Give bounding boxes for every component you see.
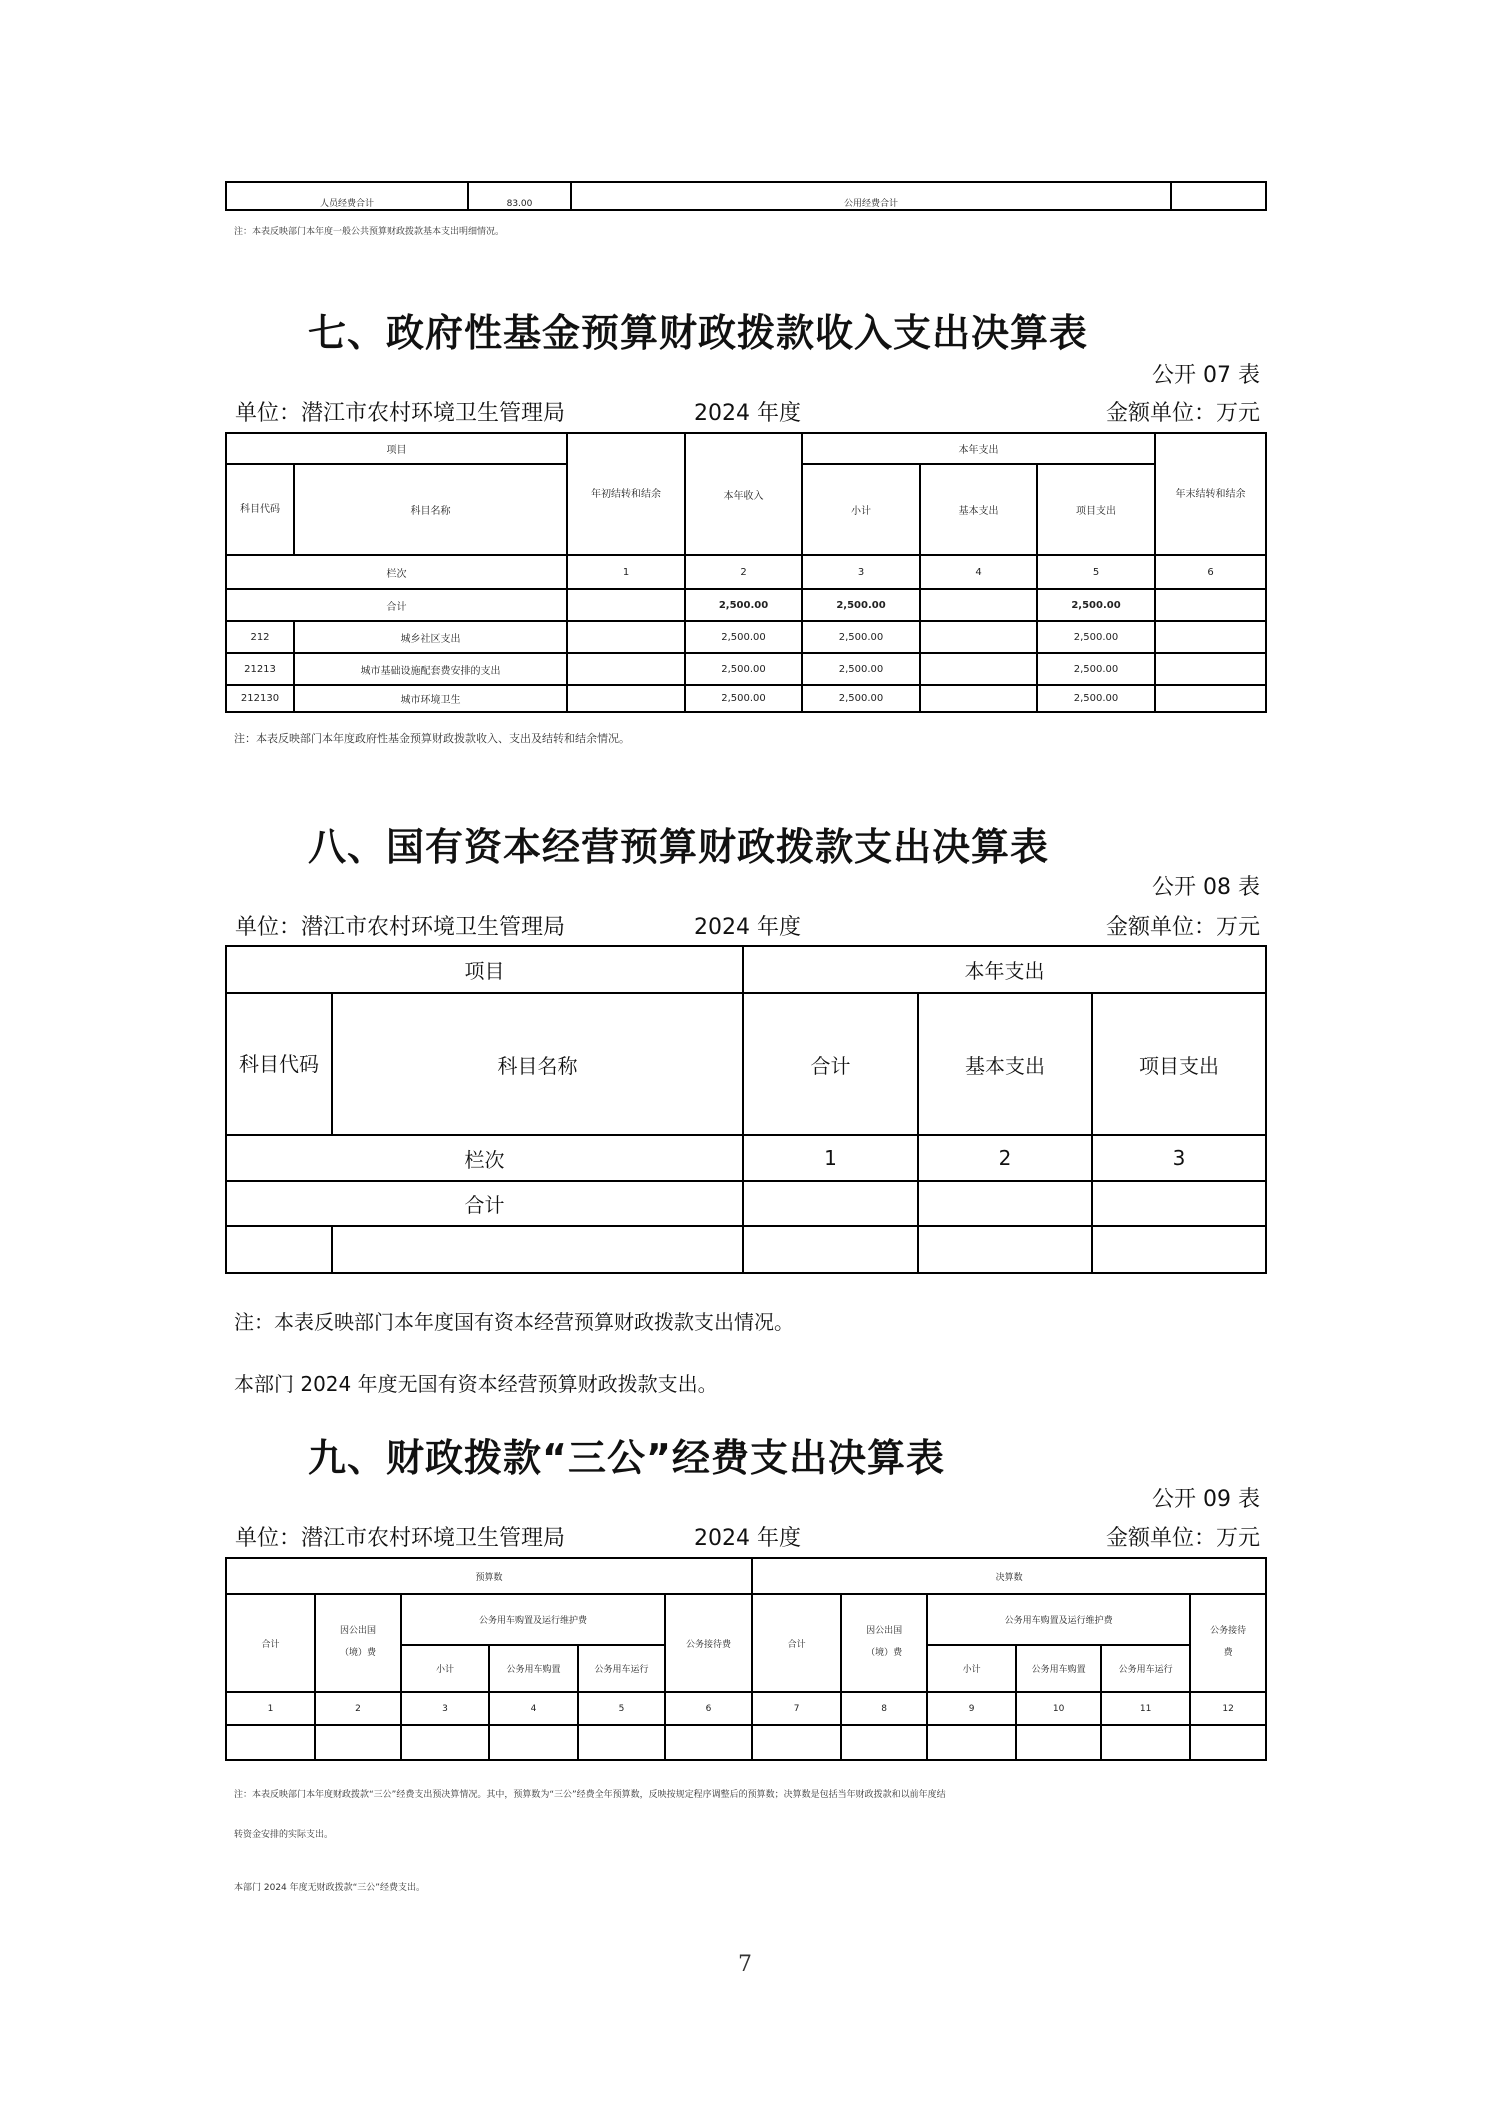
- empty-cell: [927, 1725, 1016, 1760]
- row-subtotal: 2,500.00: [802, 653, 920, 685]
- section7-note: 注：本表反映部门本年度政府性基金预算财政拨款收入、支出及结转和结余情况。: [234, 732, 630, 745]
- header-abroad: [315, 1594, 401, 1692]
- row-subtotal: 2,500.00: [802, 621, 920, 653]
- column-number: 2: [315, 1692, 401, 1725]
- empty-cell: [918, 1226, 1092, 1273]
- column-number: 5: [1037, 555, 1155, 589]
- column-number: 1: [226, 1692, 315, 1725]
- column-number-row: [226, 555, 1266, 589]
- empty-cell: [489, 1725, 578, 1760]
- row-project: 2,500.00: [1037, 653, 1155, 685]
- row-income: 2,500.00: [685, 621, 802, 653]
- header-vehicle: 公务用车购置及运行维护费: [927, 1594, 1190, 1645]
- header-opening-balance: 年初结转和结余: [567, 433, 685, 555]
- header-vehicle-purchase: 公务用车购置: [489, 1645, 578, 1692]
- empty-cell: [743, 1226, 918, 1273]
- total-subtotal: 2,500.00: [802, 589, 920, 621]
- table-row: [226, 653, 1266, 685]
- column-number: 3: [401, 1692, 489, 1725]
- column-number: 3: [1092, 1135, 1266, 1181]
- basic-expense-total-table: [225, 181, 1267, 211]
- header-abroad-line2: （境）费: [866, 1648, 903, 1658]
- row-income: 2,500.00: [685, 653, 802, 685]
- header-vehicle-operation: 公务用车运行: [1101, 1645, 1190, 1692]
- row-name: 城乡社区支出: [294, 621, 567, 653]
- section8-table: [225, 945, 1267, 1274]
- row-name: 城市环境卫生: [294, 685, 567, 712]
- column-number: 4: [489, 1692, 578, 1725]
- section7-table: [225, 432, 1267, 713]
- empty-cell: [1092, 1226, 1266, 1273]
- column-number: 2: [918, 1135, 1092, 1181]
- header-project: 项目支出: [1037, 464, 1155, 555]
- row-income: 2,500.00: [685, 685, 802, 712]
- header-expense: 本年支出: [743, 946, 1266, 993]
- table-row: [226, 685, 1266, 712]
- header-subtotal: 小计: [401, 1645, 489, 1692]
- empty-cell: [578, 1725, 665, 1760]
- section7-year: 2024 年度: [694, 401, 801, 426]
- header-code: 科目代码: [226, 993, 332, 1135]
- column-number-row: [226, 1135, 1266, 1181]
- row-opening: [567, 653, 685, 685]
- section9-unit: 单位：潜江市农村环境卫生管理局: [235, 1526, 566, 1551]
- basic-expense-note: 注：本表反映部门本年度一般公共预算财政拨款基本支出明细情况。: [234, 227, 505, 237]
- public-total-label: 公用经费合计: [571, 182, 1171, 210]
- header-total: 合计: [752, 1594, 841, 1692]
- empty-cell: [841, 1725, 927, 1760]
- row-project: 2,500.00: [1037, 685, 1155, 712]
- empty-cell: [315, 1725, 401, 1760]
- header-vehicle-operation: 公务用车运行: [578, 1645, 665, 1692]
- section7-currency: 金额单位：万元: [1105, 401, 1260, 426]
- header-reception: [1190, 1594, 1266, 1692]
- column-number: 8: [841, 1692, 927, 1725]
- page-number: 7: [738, 1952, 752, 1977]
- column-number: 1: [567, 555, 685, 589]
- total-cell: [1092, 1181, 1266, 1226]
- section8-unit: 单位：潜江市农村环境卫生管理局: [235, 915, 566, 940]
- column-number: 7: [752, 1692, 841, 1725]
- total-cell: [743, 1181, 918, 1226]
- header-total: 合计: [743, 993, 918, 1135]
- total-project: 2,500.00: [1037, 589, 1155, 621]
- header-vehicle: 公务用车购置及运行维护费: [401, 1594, 665, 1645]
- personnel-total-label: 人员经费合计: [226, 182, 468, 210]
- section7-title: 七、政府性基金预算财政拨款收入支出决算表: [308, 311, 1089, 355]
- section9-note-line2: 转资金安排的实际支出。: [234, 1830, 334, 1840]
- column-number: 6: [665, 1692, 752, 1725]
- header-vehicle-purchase: 公务用车购置: [1016, 1645, 1101, 1692]
- header-reception-line1: 公务接待: [1210, 1626, 1247, 1637]
- section7-unit: 单位：潜江市农村环境卫生管理局: [235, 401, 566, 426]
- row-code: 21213: [226, 653, 294, 685]
- section9-table: [225, 1557, 1267, 1761]
- header-item: 项目: [226, 946, 743, 993]
- section9-form-no: 公开 09 表: [1152, 1487, 1260, 1512]
- total-opening: [567, 589, 685, 621]
- group-final: 决算数: [752, 1558, 1266, 1594]
- column-number: 10: [1016, 1692, 1101, 1725]
- row-code: 212130: [226, 685, 294, 712]
- row-opening: [567, 621, 685, 653]
- section8-statement: 本部门 2024 年度无国有资本经营预算财政拨款支出。: [234, 1372, 718, 1396]
- empty-cell: [665, 1725, 752, 1760]
- header-reception-line2: 费: [1223, 1648, 1233, 1658]
- section8-currency: 金额单位：万元: [1105, 915, 1260, 940]
- public-total-value: [1171, 182, 1266, 210]
- empty-cell: [226, 1226, 332, 1273]
- column-row-label: 栏次: [226, 1135, 743, 1181]
- header-income: 本年收入: [685, 433, 802, 555]
- section8-form-no: 公开 08 表: [1152, 875, 1260, 900]
- header-name: 科目名称: [332, 993, 743, 1135]
- empty-cell: [332, 1226, 743, 1273]
- empty-cell: [752, 1725, 841, 1760]
- total-label: 合计: [226, 1181, 743, 1226]
- total-cell: [918, 1181, 1092, 1226]
- header-abroad-line1: 因公出国: [866, 1626, 903, 1637]
- section8-year: 2024 年度: [694, 915, 801, 940]
- row-basic: [920, 621, 1037, 653]
- header-reception: 公务接待费: [665, 1594, 752, 1692]
- header-abroad-line2: （境）费: [339, 1648, 376, 1658]
- header-code: 科目代码: [226, 464, 294, 555]
- section8-note: 注：本表反映部门本年度国有资本经营预算财政拨款支出情况。: [234, 1310, 794, 1334]
- column-number: 5: [578, 1692, 665, 1725]
- section9-year: 2024 年度: [694, 1526, 801, 1551]
- column-number: 11: [1101, 1692, 1190, 1725]
- row-subtotal: 2,500.00: [802, 685, 920, 712]
- column-number: 1: [743, 1135, 918, 1181]
- header-basic: 基本支出: [918, 993, 1092, 1135]
- column-number: 12: [1190, 1692, 1266, 1725]
- total-row: [226, 1181, 1266, 1226]
- empty-cell: [401, 1725, 489, 1760]
- row-project: 2,500.00: [1037, 621, 1155, 653]
- total-basic: [920, 589, 1037, 621]
- header-project: 项目支出: [1092, 993, 1266, 1135]
- group-budget: 预算数: [226, 1558, 752, 1594]
- header-total: 合计: [226, 1594, 315, 1692]
- section9-statement: 本部门 2024 年度无财政拨款“三公”经费支出。: [234, 1883, 425, 1893]
- header-abroad-line1: 因公出国: [339, 1626, 376, 1637]
- row-opening: [567, 685, 685, 712]
- section9-title: 九、财政拨款“三公”经费支出决算表: [308, 1436, 945, 1480]
- row-name: 城市基础设施配套费安排的支出: [294, 653, 567, 685]
- column-number: 3: [802, 555, 920, 589]
- row-basic: [920, 685, 1037, 712]
- total-row: [226, 589, 1266, 621]
- header-basic: 基本支出: [920, 464, 1037, 555]
- total-label: 合计: [226, 589, 567, 621]
- section9-currency: 金额单位：万元: [1105, 1526, 1260, 1551]
- table-row: [226, 1725, 1266, 1760]
- header-abroad: [841, 1594, 927, 1692]
- row-basic: [920, 653, 1037, 685]
- column-row-label: 栏次: [226, 555, 567, 589]
- column-number-row: [226, 1692, 1266, 1725]
- section8-title: 八、国有资本经营预算财政拨款支出决算表: [308, 825, 1050, 869]
- header-closing-balance: 年末结转和结余: [1155, 433, 1266, 555]
- row-closing: [1155, 621, 1266, 653]
- row-closing: [1155, 653, 1266, 685]
- header-subtotal: 小计: [927, 1645, 1016, 1692]
- section9-note-line1: 注：本表反映部门本年度财政拨款“三公”经费支出预决算情况。其中，预算数为“三公”经费全年预算数，反映按规定程序调整后的预算数；决算数是包括当年财政拨款和以前年度结: [234, 1790, 946, 1800]
- empty-cell: [226, 1725, 315, 1760]
- column-number: 4: [920, 555, 1037, 589]
- row-closing: [1155, 685, 1266, 712]
- header-subtotal: 小计: [802, 464, 920, 555]
- empty-cell: [1101, 1725, 1190, 1760]
- column-number: 6: [1155, 555, 1266, 589]
- empty-cell: [1016, 1725, 1101, 1760]
- total-income: 2,500.00: [685, 589, 802, 621]
- table-row: [226, 1226, 1266, 1273]
- section7-form-no: 公开 07 表: [1152, 363, 1260, 388]
- personnel-total-value: 83.00: [468, 182, 571, 210]
- column-number: 9: [927, 1692, 1016, 1725]
- header-expense: 本年支出: [802, 433, 1155, 464]
- table-row: [226, 621, 1266, 653]
- column-number: 2: [685, 555, 802, 589]
- header-item: 项目: [226, 433, 567, 464]
- header-name: 科目名称: [294, 464, 567, 555]
- row-code: 212: [226, 621, 294, 653]
- total-closing: [1155, 589, 1266, 621]
- empty-cell: [1190, 1725, 1266, 1760]
